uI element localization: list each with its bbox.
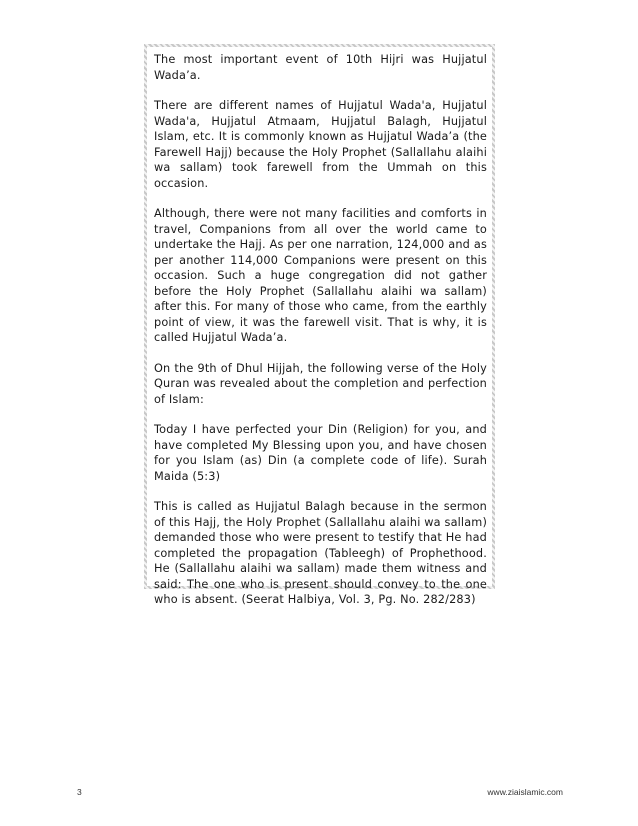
paragraph-dhul-hijjah: On the 9th of Dhul Hijjah, the following verse of the Holy Quran was revealed about the completion and perfection of Islam: <box>154 361 487 406</box>
paragraph-companions: Although, there were not many facilities and comforts in travel, Companions from all over the world came to undertake the Hajj. As per one narration, 124,000 and as per another 114,000 Companions were present on this occasion. Such a huge congregation did not gather before the Holy Prophet (Sallallahu alaihi wa sallam) after this. For many of those who came, from the earthly point of view, it was the farewell visit. That is why, it is called Hujjatul Wada’a. <box>154 207 487 344</box>
paragraph-balagh: This is called as Hujjatul Balagh because in the sermon of this Hajj, the Holy Prophet (Sallallahu alaihi wa sallam) demanded those who were present to testify that He had completed the propagation (Tableegh) of Prophethood. He (Sallallahu alaihi wa sallam) made them witness and said: The one who is present should convey to the one who is absent. (Seerat Halbiya, Vol. 3, Pg. No. 282/283) <box>154 500 487 606</box>
paragraph-verse: Today I have perfected your Din (Religion) for you, and have completed My Blessing upon you, and have chosen for you Islam (as) Din (a complete code of life). Surah Maida (5:3) <box>154 423 487 483</box>
page-number: 3 <box>77 787 82 797</box>
footer-website: www.ziaislamic.com <box>487 787 563 797</box>
paragraph-names: There are different names of Hujjatul Wada'a, Hujjatul Wada'a, Hujjatul Atmaam, Hujjatul Balagh, Hujjatul Islam, etc. It is commonly known as Hujjatul Wada’a (the Farewell Hajj) because the Holy Prophet (Sallallahu alaihi wa sallam) took farewell from the Ummah on this occasion. <box>154 99 487 190</box>
article-body <box>154 52 487 623</box>
paragraph-intro: The most important event of 10th Hijri was Hujjatul Wada’a. <box>154 53 487 82</box>
text-frame <box>144 44 495 606</box>
